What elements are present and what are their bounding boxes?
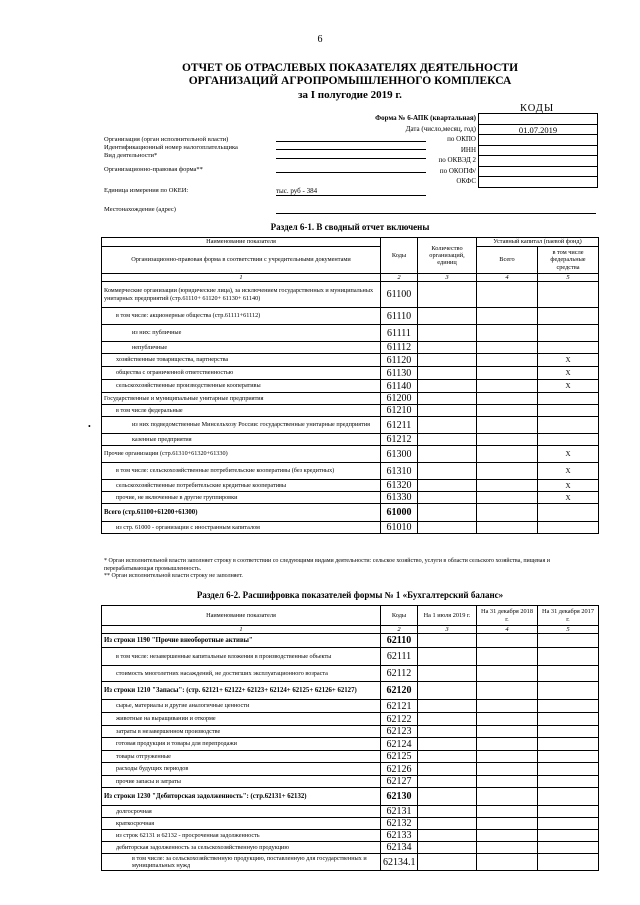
s1-row-name: из них: публичные bbox=[102, 325, 381, 342]
s2-row-2018-cell[interactable] bbox=[477, 763, 538, 776]
inn-underline[interactable] bbox=[276, 149, 426, 150]
s2-row-2019-cell[interactable] bbox=[418, 806, 477, 818]
s1-row-name: Прочие организации (стр.61310+61320+61330) bbox=[102, 446, 381, 463]
s1-row-10 bbox=[102, 434, 599, 446]
s1-row-name: из них подведомственные Минсельхозу России: государственные унитарные предприятия bbox=[102, 417, 381, 434]
s1-row-code: 61140 bbox=[381, 380, 418, 393]
s2-row-11 bbox=[102, 788, 599, 806]
s2-row-2019-cell[interactable] bbox=[418, 738, 477, 751]
s2-row-8 bbox=[102, 751, 599, 763]
s1-row-federal-cell[interactable] bbox=[538, 325, 599, 342]
s2-row-10 bbox=[102, 776, 599, 788]
s2-row-2017-cell[interactable] bbox=[538, 806, 599, 818]
s1-row-total-cell[interactable] bbox=[477, 522, 538, 534]
footnote-2: ** Орган исполнительной власти строку не заполняет. bbox=[104, 573, 243, 579]
s1-row-code: 61330 bbox=[381, 492, 418, 504]
org-underline[interactable] bbox=[276, 141, 426, 142]
s1-row-name: в том числе федеральные bbox=[102, 405, 381, 417]
s1-row-code: 61110 bbox=[381, 308, 418, 325]
s1-row-federal-cell[interactable] bbox=[538, 417, 599, 434]
section1-title: Раздел 6-1. В сводный отчет включены bbox=[270, 222, 430, 232]
s1-row-code: 61310 bbox=[381, 463, 418, 480]
s2-row-2018-cell[interactable] bbox=[477, 738, 538, 751]
s2-row-5 bbox=[102, 713, 599, 726]
s1-row-federal-cell[interactable] bbox=[538, 434, 599, 446]
inn-label: ИНН bbox=[460, 145, 476, 154]
s1-row-total-cell[interactable] bbox=[477, 354, 538, 367]
s1-row-11 bbox=[102, 446, 599, 463]
s2-row-2018-cell[interactable] bbox=[477, 830, 538, 842]
s2-row-name: Из строки 1190 "Прочие внеоборотные активы" bbox=[102, 634, 381, 648]
activity-underline[interactable] bbox=[276, 158, 426, 159]
s2-head-name: Наименование показателя bbox=[102, 606, 381, 626]
s2-colnum: 3 bbox=[418, 626, 477, 634]
s2-row-2017-cell[interactable] bbox=[538, 634, 599, 648]
s2-row-2017-cell[interactable] bbox=[538, 738, 599, 751]
footnote-1: * Орган исполнительной власти заполняет строку в соответствии со следующими видами деятельности: сельское хозяйство, услуги в области сельского хозяйства, пищевая и перерабатывающая промышленность. bbox=[104, 558, 550, 572]
s1-row-total-cell[interactable] bbox=[477, 393, 538, 405]
s2-colnum: 1 bbox=[102, 626, 381, 634]
s1-colnum: 5 bbox=[538, 274, 599, 282]
s2-row-2019-cell[interactable] bbox=[418, 788, 477, 806]
s1-row-federal-cell[interactable] bbox=[538, 405, 599, 417]
s1-row-federal-cell[interactable]: X bbox=[538, 446, 599, 463]
s2-row-4 bbox=[102, 700, 599, 713]
s2-row-2019-cell[interactable] bbox=[418, 700, 477, 713]
report-title-line2: ОРГАНИЗАЦИЙ АГРОПРОМЫШЛЕННОГО КОМПЛЕКСА bbox=[188, 75, 512, 87]
s1-row-count-cell[interactable] bbox=[418, 354, 477, 367]
s2-row-name: в том числе: незавершенные капитальные вложения в производственные объекты bbox=[102, 648, 381, 666]
s1-colnum: 1 bbox=[102, 274, 381, 282]
inn-field-label: Идентификационный номер налогоплательщика bbox=[104, 144, 238, 151]
s1-row-4 bbox=[102, 354, 599, 367]
s2-row-name: долгосрочная bbox=[102, 806, 381, 818]
s2-row-2017-cell[interactable] bbox=[538, 776, 599, 788]
s2-row-2019-cell[interactable] bbox=[418, 763, 477, 776]
s2-row-2017-cell[interactable] bbox=[538, 854, 599, 871]
s2-row-2018-cell[interactable] bbox=[477, 700, 538, 713]
s1-row-count-cell[interactable] bbox=[418, 308, 477, 325]
s2-row-name: затраты в незавершенном производстве bbox=[102, 726, 381, 738]
s2-row-2017-cell[interactable] bbox=[538, 788, 599, 806]
s2-row-code: 62134 bbox=[381, 842, 418, 854]
s2-row-name: прочие запасы и затраты bbox=[102, 776, 381, 788]
s2-row-code: 62126 bbox=[381, 763, 418, 776]
s2-row-code: 62112 bbox=[381, 666, 418, 682]
s2-row-code: 62133 bbox=[381, 830, 418, 842]
s1-row-3 bbox=[102, 342, 599, 354]
s2-row-name: расходы будущих периодов bbox=[102, 763, 381, 776]
activity-label: Вид деятельности* bbox=[104, 152, 158, 159]
s1-row-name: из стр. 61000 - организации с иностранным капиталом bbox=[102, 522, 381, 534]
s2-row-name: Из строки 1230 "Дебиторская задолженность": (стр.62131+ 62132) bbox=[102, 788, 381, 806]
s1-row-count-cell[interactable] bbox=[418, 342, 477, 354]
codes-okopf-cell[interactable] bbox=[479, 167, 597, 178]
s1-row-federal-cell[interactable]: X bbox=[538, 354, 599, 367]
s1-row-federal-cell[interactable] bbox=[538, 282, 599, 308]
s1-row-federal-cell[interactable]: X bbox=[538, 492, 599, 504]
s1-row-count-cell[interactable] bbox=[418, 380, 477, 393]
s1-row-total-cell[interactable] bbox=[477, 417, 538, 434]
s2-row-16 bbox=[102, 854, 599, 871]
s2-colnum: 4 bbox=[477, 626, 538, 634]
s2-row-2017-cell[interactable] bbox=[538, 700, 599, 713]
unit-value: тыс. руб - 384 bbox=[276, 187, 318, 195]
s2-row-2019-cell[interactable] bbox=[418, 751, 477, 763]
s2-row-code: 62134.1 bbox=[381, 854, 418, 871]
s1-row-name: Коммерческие организации (юридические лица), за исключением государственных и муниципальных унитарных предприятий (стр.61110+ 61120+ 61130+ 61140) bbox=[102, 282, 381, 308]
s1-row-name: казенные предприятия bbox=[102, 434, 381, 446]
s1-row-federal-cell[interactable]: X bbox=[538, 463, 599, 480]
s2-row-2019-cell[interactable] bbox=[418, 842, 477, 854]
s1-row-2 bbox=[102, 325, 599, 342]
s1-row-15 bbox=[102, 504, 599, 522]
codes-okfs-cell[interactable] bbox=[479, 177, 597, 188]
s1-colnum: 2 bbox=[381, 274, 418, 282]
s1-row-13 bbox=[102, 480, 599, 492]
s1-row-count-cell[interactable] bbox=[418, 282, 477, 308]
s2-row-code: 62124 bbox=[381, 738, 418, 751]
s2-row-2019-cell[interactable] bbox=[418, 682, 477, 700]
codes-date-cell[interactable]: 01.07.2019 bbox=[479, 125, 597, 136]
s2-row-14 bbox=[102, 830, 599, 842]
s1-row-count-cell[interactable] bbox=[418, 446, 477, 463]
s1-row-name: непубличные bbox=[102, 342, 381, 354]
s2-row-2019-cell[interactable] bbox=[418, 776, 477, 788]
s2-row-1 bbox=[102, 648, 599, 666]
codes-inn-cell[interactable] bbox=[479, 146, 597, 157]
s1-row-federal-cell[interactable]: X bbox=[538, 480, 599, 492]
s1-row-total-cell[interactable] bbox=[477, 492, 538, 504]
location-label: Местонахождение (адрес) bbox=[104, 206, 176, 213]
s1-row-0 bbox=[102, 282, 599, 308]
s2-row-12 bbox=[102, 806, 599, 818]
s1-row-12 bbox=[102, 463, 599, 480]
s1-row-count-cell[interactable] bbox=[418, 434, 477, 446]
date-label: Дата (число,месяц, год) bbox=[405, 124, 476, 133]
s2-row-2019-cell[interactable] bbox=[418, 634, 477, 648]
s2-row-code: 62125 bbox=[381, 751, 418, 763]
s2-row-name: сырье, материалы и другие аналогичные ценности bbox=[102, 700, 381, 713]
s1-row-code: 61111 bbox=[381, 325, 418, 342]
s1-row-code: 61010 bbox=[381, 522, 418, 534]
s2-row-code: 62132 bbox=[381, 818, 418, 830]
s1-colnum: 3 bbox=[418, 274, 477, 282]
s2-row-2018-cell[interactable] bbox=[477, 788, 538, 806]
s1-row-14 bbox=[102, 492, 599, 504]
s1-row-8 bbox=[102, 405, 599, 417]
s1-row-federal-cell[interactable]: X bbox=[538, 380, 599, 393]
s2-row-9 bbox=[102, 763, 599, 776]
s2-row-2018-cell[interactable] bbox=[477, 842, 538, 854]
s1-head-capital: Уставный капитал (паевой фонд) bbox=[477, 238, 599, 247]
report-title-line1: ОТЧЕТ ОБ ОТРАСЛЕВЫХ ПОКАЗАТЕЛЯХ ДЕЯТЕЛЬНОСТИ bbox=[181, 62, 519, 74]
s1-row-9 bbox=[102, 417, 599, 434]
s1-row-name: Всего (стр.61100+61200+61300) bbox=[102, 504, 381, 522]
s2-row-name: в том числе: за сельскохозяйственную продукцию, поставленную для государственных и муниципальных нужд bbox=[102, 854, 381, 871]
s1-row-total-cell[interactable] bbox=[477, 380, 538, 393]
s2-row-2018-cell[interactable] bbox=[477, 818, 538, 830]
s1-row-name: в том числе: акционерные общества (стр.61111+61112) bbox=[102, 308, 381, 325]
s2-row-2019-cell[interactable] bbox=[418, 713, 477, 726]
s1-head-codes: Коды bbox=[381, 238, 418, 274]
s1-row-federal-cell[interactable] bbox=[538, 393, 599, 405]
s2-row-code: 62120 bbox=[381, 682, 418, 700]
s2-row-code: 62131 bbox=[381, 806, 418, 818]
s1-row-code: 61211 bbox=[381, 417, 418, 434]
s2-row-15 bbox=[102, 842, 599, 854]
s1-row-count-cell[interactable] bbox=[418, 417, 477, 434]
s1-row-code: 61212 bbox=[381, 434, 418, 446]
s1-row-count-cell[interactable] bbox=[418, 504, 477, 522]
s1-row-count-cell[interactable] bbox=[418, 405, 477, 417]
s2-row-2017-cell[interactable] bbox=[538, 666, 599, 682]
s1-row-name: прочие, не включенные в другие группировки bbox=[102, 492, 381, 504]
s2-row-2017-cell[interactable] bbox=[538, 726, 599, 738]
s2-row-2019-cell[interactable] bbox=[418, 818, 477, 830]
section1-table bbox=[101, 237, 599, 534]
s2-row-2017-cell[interactable] bbox=[538, 842, 599, 854]
s1-row-6 bbox=[102, 380, 599, 393]
s2-row-2018-cell[interactable] bbox=[477, 854, 538, 871]
s2-row-code: 62130 bbox=[381, 788, 418, 806]
org-label: Организация (орган исполнительной власти) bbox=[104, 136, 229, 143]
s1-row-total-cell[interactable] bbox=[477, 308, 538, 325]
s1-row-total-cell[interactable] bbox=[477, 405, 538, 417]
s2-row-7 bbox=[102, 738, 599, 751]
s1-row-federal-cell[interactable] bbox=[538, 308, 599, 325]
s2-head-codes: Коды bbox=[381, 606, 418, 626]
s2-head-col4: На 31 декабря 2018 г. bbox=[477, 606, 538, 626]
s2-row-code: 62122 bbox=[381, 713, 418, 726]
s2-row-2017-cell[interactable] bbox=[538, 763, 599, 776]
s2-row-2017-cell[interactable] bbox=[538, 682, 599, 700]
s2-head-col3: На 1 июля 2019 г. bbox=[418, 606, 477, 626]
s1-head-total: Всего bbox=[477, 247, 538, 274]
s2-row-2017-cell[interactable] bbox=[538, 751, 599, 763]
s2-row-2017-cell[interactable] bbox=[538, 648, 599, 666]
s1-row-code: 61320 bbox=[381, 480, 418, 492]
codes-okpo-cell[interactable] bbox=[479, 135, 597, 146]
s2-colnum: 5 bbox=[538, 626, 599, 634]
codes-form-cell[interactable] bbox=[479, 114, 597, 125]
margin-mark: • bbox=[88, 422, 91, 431]
s2-row-13 bbox=[102, 818, 599, 830]
s2-row-2018-cell[interactable] bbox=[477, 648, 538, 666]
s1-row-name: хозяйственные товарищества, партнерства bbox=[102, 354, 381, 367]
unit-underline bbox=[276, 195, 426, 196]
s1-row-name: Государственные и муниципальные унитарные предприятия bbox=[102, 393, 381, 405]
s2-row-2019-cell[interactable] bbox=[418, 648, 477, 666]
s1-row-name: сельскохозяйственные производственные кооперативы bbox=[102, 380, 381, 393]
s2-row-code: 62111 bbox=[381, 648, 418, 666]
s1-head-federal: в том числе федеральные средства bbox=[538, 247, 599, 274]
report-period: за I полугодие 2019 г. bbox=[298, 89, 402, 101]
s2-row-name: готовая продукция и товары для перепродажи bbox=[102, 738, 381, 751]
codes-label: КОДЫ bbox=[520, 103, 555, 114]
unit-label: Единица измерения по ОКЕИ: bbox=[104, 187, 189, 194]
s1-row-total-cell[interactable] bbox=[477, 367, 538, 380]
s2-row-code: 62121 bbox=[381, 700, 418, 713]
s1-row-total-cell[interactable] bbox=[477, 480, 538, 492]
s2-row-name: краткосрочная bbox=[102, 818, 381, 830]
s1-row-total-cell[interactable] bbox=[477, 325, 538, 342]
okfs-label: ОКФС bbox=[456, 177, 476, 185]
okpo-label: по ОКПО bbox=[447, 135, 476, 143]
s2-row-2019-cell[interactable] bbox=[418, 854, 477, 871]
s1-head-count: Количество организаций, единиц bbox=[418, 238, 477, 274]
s2-row-name: Из строки 1210 "Запасы": (стр. 62121+ 62122+ 62123+ 62124+ 62125+ 62126+ 62127) bbox=[102, 682, 381, 700]
s1-row-total-cell[interactable] bbox=[477, 446, 538, 463]
s2-row-2017-cell[interactable] bbox=[538, 830, 599, 842]
section2-title: Раздел 6-2. Расшифровка показателей формы № 1 «Бухгалтерский баланс» bbox=[196, 590, 504, 600]
s1-row-code: 61000 bbox=[381, 504, 418, 522]
s2-row-name: стоимость многолетних насаждений, не достигших эксплуатационного возраста bbox=[102, 666, 381, 682]
s1-row-count-cell[interactable] bbox=[418, 367, 477, 380]
s1-row-1 bbox=[102, 308, 599, 325]
s2-row-name: товары отгруженные bbox=[102, 751, 381, 763]
s2-row-2017-cell[interactable] bbox=[538, 818, 599, 830]
s1-row-code: 61300 bbox=[381, 446, 418, 463]
s1-row-federal-cell[interactable] bbox=[538, 504, 599, 522]
s1-row-federal-cell[interactable]: X bbox=[538, 367, 599, 380]
s2-row-2019-cell[interactable] bbox=[418, 666, 477, 682]
s2-row-name: из строк 62131 и 62132 - просроченная задолженность bbox=[102, 830, 381, 842]
s1-row-count-cell[interactable] bbox=[418, 393, 477, 405]
s1-row-16 bbox=[102, 522, 599, 534]
s1-row-count-cell[interactable] bbox=[418, 463, 477, 480]
s1-head-orgform: Организационно-правовая форма в соответствии с учредительными документами bbox=[102, 247, 381, 274]
s1-row-5 bbox=[102, 367, 599, 380]
s2-row-2 bbox=[102, 666, 599, 682]
form-number-label: Форма № 6-АПК (квартальная) bbox=[375, 114, 476, 122]
okopf-label: по ОКОПФ/ bbox=[439, 166, 476, 175]
location-underline[interactable] bbox=[276, 213, 596, 214]
s1-row-code: 61130 bbox=[381, 367, 418, 380]
s1-row-name: сельскохозяйственные потребительские кредитные кооперативы bbox=[102, 480, 381, 492]
s1-row-code: 61112 bbox=[381, 342, 418, 354]
s2-row-name: дебиторская задолженность за сельскохозяйственную продукцию bbox=[102, 842, 381, 854]
okved-label: по ОКВЭД 2 bbox=[438, 156, 476, 164]
s2-row-2018-cell[interactable] bbox=[477, 806, 538, 818]
s1-row-total-cell[interactable] bbox=[477, 463, 538, 480]
s1-row-count-cell[interactable] bbox=[418, 480, 477, 492]
page-number: 6 bbox=[317, 34, 323, 45]
s1-colnum: 4 bbox=[477, 274, 538, 282]
legal-form-underline[interactable] bbox=[276, 172, 426, 173]
legal-form-label: Организационно-правовая форма** bbox=[104, 166, 203, 173]
s2-row-code: 62123 bbox=[381, 726, 418, 738]
s1-head-name: Наименование показателя bbox=[102, 238, 381, 247]
s2-row-2018-cell[interactable] bbox=[477, 776, 538, 788]
s1-row-name: в том числе: сельскохозяйственные потребительские кооперативы (без кредитных) bbox=[102, 463, 381, 480]
s2-row-code: 62127 bbox=[381, 776, 418, 788]
s1-row-count-cell[interactable] bbox=[418, 325, 477, 342]
s1-row-count-cell[interactable] bbox=[418, 492, 477, 504]
codes-okved-cell[interactable] bbox=[479, 156, 597, 167]
s2-row-code: 62110 bbox=[381, 634, 418, 648]
s1-row-7 bbox=[102, 393, 599, 405]
section2-table bbox=[101, 605, 599, 871]
s2-row-0 bbox=[102, 634, 599, 648]
s1-row-federal-cell[interactable] bbox=[538, 342, 599, 354]
s2-row-2018-cell[interactable] bbox=[477, 666, 538, 682]
s2-row-2018-cell[interactable] bbox=[477, 751, 538, 763]
codes-box bbox=[478, 113, 598, 188]
s2-row-name: животные на выращивании и откорме bbox=[102, 713, 381, 726]
s1-row-code: 61120 bbox=[381, 354, 418, 367]
s1-row-code: 61100 bbox=[381, 282, 418, 308]
s1-row-name: общества с ограниченной ответственностью bbox=[102, 367, 381, 380]
s2-row-2019-cell[interactable] bbox=[418, 830, 477, 842]
s1-row-code: 61210 bbox=[381, 405, 418, 417]
s2-row-2017-cell[interactable] bbox=[538, 713, 599, 726]
s1-row-code: 61200 bbox=[381, 393, 418, 405]
s1-row-total-cell[interactable] bbox=[477, 504, 538, 522]
s2-row-2018-cell[interactable] bbox=[477, 726, 538, 738]
s2-row-2018-cell[interactable] bbox=[477, 682, 538, 700]
s2-colnum: 2 bbox=[381, 626, 418, 634]
s1-row-total-cell[interactable] bbox=[477, 282, 538, 308]
s2-row-6 bbox=[102, 726, 599, 738]
s2-head-col5: На 31 декабря 2017 г. bbox=[538, 606, 599, 626]
s2-row-2018-cell[interactable] bbox=[477, 713, 538, 726]
s1-row-total-cell[interactable] bbox=[477, 434, 538, 446]
s1-row-federal-cell[interactable] bbox=[538, 522, 599, 534]
s1-row-total-cell[interactable] bbox=[477, 342, 538, 354]
s1-row-count-cell[interactable] bbox=[418, 522, 477, 534]
s2-row-2019-cell[interactable] bbox=[418, 726, 477, 738]
s2-row-2018-cell[interactable] bbox=[477, 634, 538, 648]
s2-row-3 bbox=[102, 682, 599, 700]
